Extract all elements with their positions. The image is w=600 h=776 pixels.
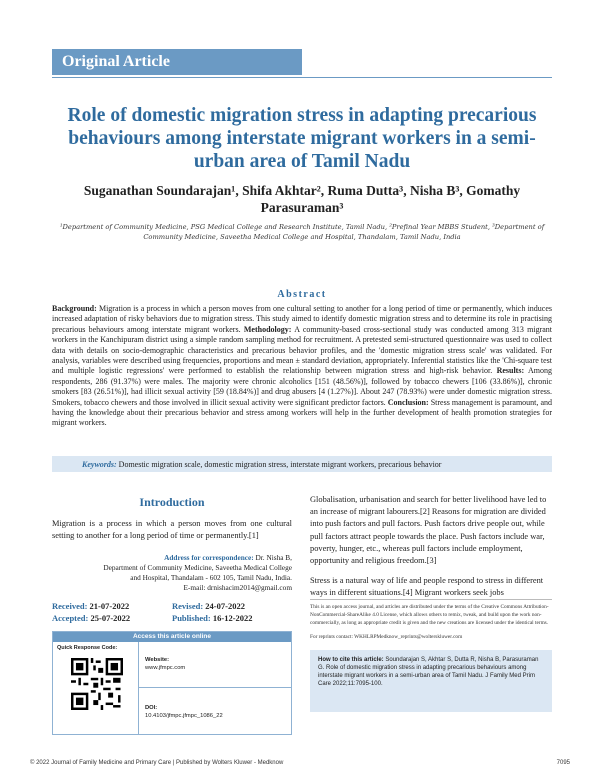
paper-title: Role of domestic migration stress in adapting precarious behaviours among interstate migrant workers in a semi-urban area of Tamil Nadu xyxy=(67,105,537,172)
header-rule xyxy=(52,77,552,78)
published-date: 16-12-2022 xyxy=(210,613,253,623)
background-text: Migration is a process in which a person moves from one cultural setting to another for a long period of time or permanently, which induces increased adaptation of risky behaviors due to migration stress. This study aimed to identify domestic migration stress and to determine its role in practising precarious behaviours among interstate migrant workers. xyxy=(52,304,552,334)
affiliations: ¹Department of Community Medicine, PSG Medical College and Research Institute, Tamil Nadu, ²Prefinal Year MBBS Student, ³Department of Community Medicine, Saveetha Medical College and Hospital, Thandalam, Tamil Nadu, India xyxy=(59,223,545,241)
methodology-text: A community-based cross-sectional study was conducted among 313 migrant workers in the Kanchipuram district using a simple random sampling method for recruitment. A pretested semi-structured questionnaire was used to collect data with details on socio-demographic characteristics and precarious behavior profiles, and the 'domestic migration stress scale' was validated. For analysis, variables were described using frequencies, proportions and mean ± standard deviation, appropriately. Inferential statistics like the 'Chi-square test and multiple logistic regressions' were performed to establish the relationship between migration stress and high-risk behavior. xyxy=(52,324,553,376)
doi-section xyxy=(139,688,291,734)
footer-copyright: © 2022 Journal of Family Medicine and Primary Care | Published by Wolters Kluwer - Medknow xyxy=(30,760,284,766)
website-section xyxy=(139,642,291,688)
background-label: Background: xyxy=(52,304,97,313)
author-list: Suganathan Soundarajan¹, Shifa Akhtar², Ruma Dutta³, Nisha B³, Gomathy Parasuraman³ xyxy=(83,183,521,215)
conclusion-label: Conclusion: xyxy=(387,397,429,407)
page-number: 7095 xyxy=(556,760,570,766)
reprints-contact: For reprints contact: WKHLRPMedknow_reprints@wolterskluwer.com xyxy=(310,634,463,640)
conclusion-text: Stress management is paramount, and having the knowledge about their precarious behavior and stress among workers will help in the further development of health promotion strategies for migrant workers. xyxy=(52,397,552,428)
revised-date: 24-07-2022 xyxy=(203,601,245,611)
received-date: 21-07-2022 xyxy=(87,601,130,611)
results-label: Results: xyxy=(496,366,525,376)
qr-section xyxy=(53,642,139,735)
access-heading: Access this article online xyxy=(53,632,291,642)
introduction-right-p2: Stress is a natural way of life and people respond to stress in different ways in different situations.[4] Migrant workers seek jobs xyxy=(310,576,544,598)
doi-label: DOI: xyxy=(145,705,158,711)
accepted-label: Accepted: xyxy=(52,613,89,623)
keywords-label: Keywords: xyxy=(82,460,117,469)
revised-label: Revised: xyxy=(172,601,204,611)
introduction-left-text: Migration is a process in which a person moves from one cultural setting to another for a long period of time or permanently.[1] xyxy=(52,519,292,541)
correspondence-block xyxy=(52,553,292,593)
correspondence-label: Address for correspondence: xyxy=(164,553,254,562)
introduction-right-p1: Globalisation, urbanisation and search for better livelihood have led to an increase of migrant labourers.[2] Reasons for migration are divided into push factors and pull factors. Push factors drive people out, while pull factors attract people towards the place. Push factors include war, poverty, hunger, etc., whereas pull factors include employment, opportunity and religious freedom.[3] xyxy=(310,495,547,566)
received-label: Received: xyxy=(52,601,88,611)
website-label: Website: xyxy=(145,657,170,663)
cite-label: How to cite this article: xyxy=(318,657,384,663)
introduction-heading: Introduction xyxy=(139,495,205,509)
article-type-banner: Original Article xyxy=(52,49,302,75)
doi-link[interactable]: 10.4103/jfmpc.jfmpc_1086_22 xyxy=(145,713,223,719)
citation-box xyxy=(310,650,552,712)
correspondence-line2: and Hospital, Thandalam - 602 105, Tamil Nadu, India. xyxy=(130,573,292,582)
qr-label: Quick Response Code: xyxy=(57,645,118,651)
methodology-label: Methodology: xyxy=(243,324,292,334)
cite-text: Soundarajan S, Akhtar S, Dutta R, Nisha B, Parasuraman G. Role of domestic migration stress in adapting precarious behaviours among interstate migrant workers in a semi-urban area of Tamil Nadu. J Family Med Prim Care 2022;11:7095-100. xyxy=(318,657,539,687)
dates-block xyxy=(52,600,292,624)
license-text: This is an open access journal, and articles are distributed under the terms of the Creative Commons Attribution-NonCommercial-ShareAlike 4.0 License, which allows others to remix, tweak, and build upon the work non-commercially, as long as appropriate credit is given and the new creations are licensed under the identical terms. xyxy=(310,604,549,626)
abstract-body xyxy=(52,304,552,429)
accepted-date: 25-07-2022 xyxy=(88,613,131,623)
page-footer xyxy=(30,760,570,766)
access-online-box xyxy=(52,631,292,735)
correspondence-name: Dr. Nisha B, xyxy=(253,553,292,562)
correspondence-line1: Department of Community Medicine, Saveetha Medical College xyxy=(103,563,292,572)
results-text: Among respondents, 286 (91.37%) were males. The majority were chronic alcoholics [151 (48.56%)], followed by tobacco chewers [106 (33.86%)], chronic smokers [83 (26.51%)], had illicit sexual activity [59 (18.84%)] and drug abusers [4 (1.27%)]. About 247 (78.93%) were under domestic migration stress. Smokers, tobacco chewers and those involved in illicit sexual activity were significant predictor factors. xyxy=(52,366,553,407)
keywords-text: Domestic migration scale, domestic migration stress, interstate migrant workers, precarious behavior xyxy=(116,460,442,469)
introduction-right-column xyxy=(310,494,552,608)
abstract-heading: Abstract xyxy=(277,289,327,300)
website-link[interactable]: www.jfmpc.com xyxy=(145,665,186,671)
published-label: Published: xyxy=(172,613,211,623)
license-divider xyxy=(310,599,552,600)
qr-code-icon[interactable] xyxy=(71,658,123,710)
correspondence-email[interactable]: E-mail: drnishacim2014@gmail.com xyxy=(183,583,292,592)
keywords-bar xyxy=(52,456,552,472)
